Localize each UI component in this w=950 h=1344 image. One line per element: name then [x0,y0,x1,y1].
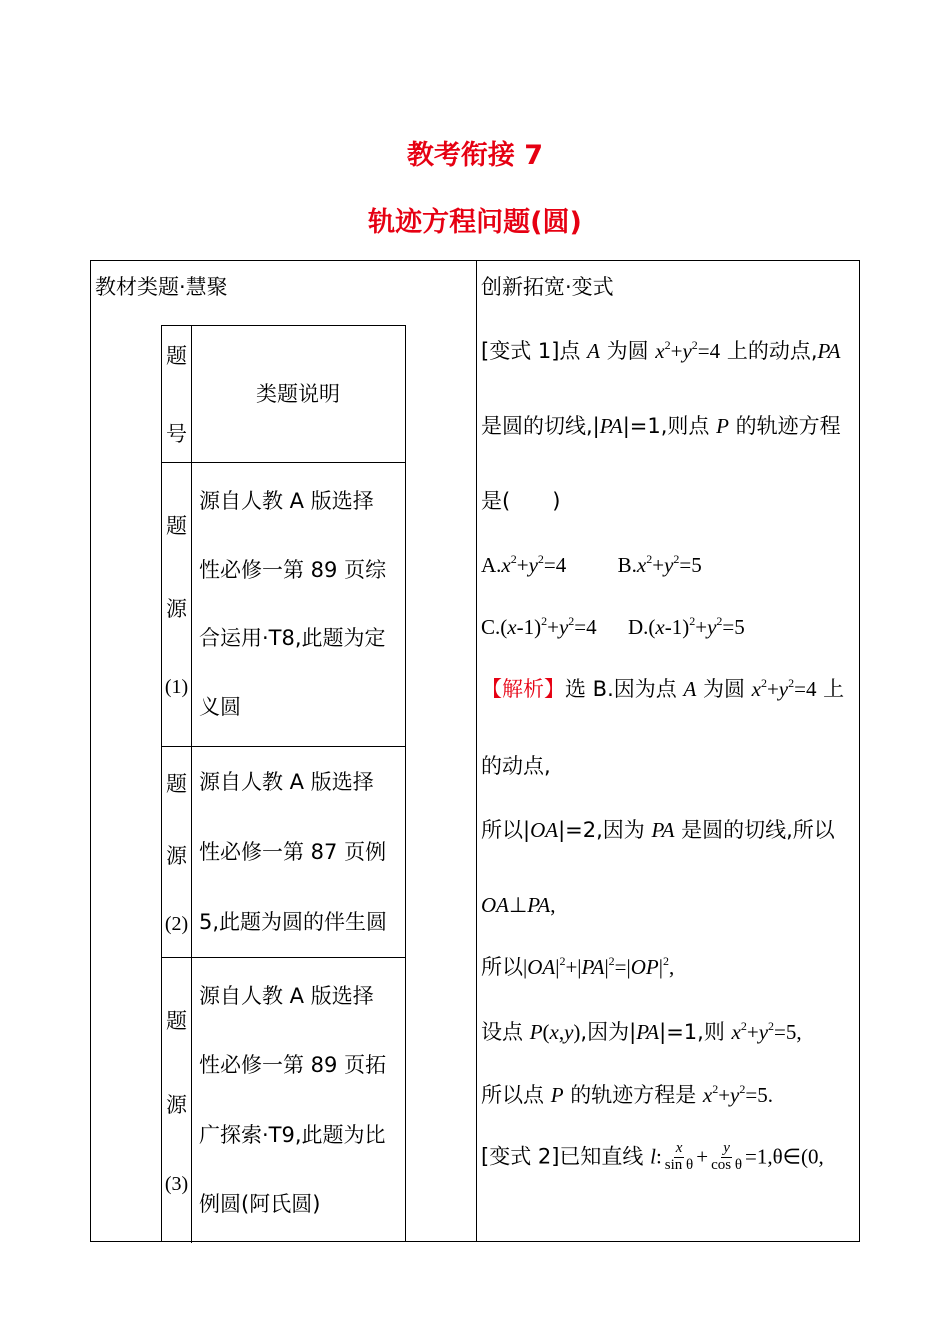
table-row [162,747,405,958]
col-header-desc: 类题说明 [256,382,340,406]
column-divider [476,261,477,1241]
row-description: 源自人教 A 版选择 性必修一第 89 页综 合运用·T8,此题为定 义圆 [199,488,387,720]
variant-1-line-2: 是圆的切线,|PA|=1,则点 P 的轨迹方程 [481,414,841,438]
analysis-line-3: 所以|OA|=2,因为 PA 是圆的切线,所以 [481,818,835,842]
row-number: 题 源 (3) [164,1009,189,1195]
page-subtitle: 轨迹方程问题(圆) [368,207,582,238]
options-ab: $A.x^2+y^2=4$ $B.x^2+y^2=5$ [481,552,702,577]
analysis-line-1: 【解析】选 B.因为点 A 为圆 $x^2+y^2=4$ 上 [481,676,845,701]
table-row [162,463,405,747]
page-title: 教考衔接 7 [406,140,544,171]
row-number: 题 源 (2) [164,772,189,935]
analysis-line-2: 的动点, [481,754,551,778]
variant-1-line-3: 是( ) [481,489,561,513]
row-number: 题 源 (1) [164,513,189,699]
row-description: 源自人教 A 版选择 性必修一第 87 页例 5,此题为圆的伴生圆 [199,769,388,934]
analysis-line-4: OA⊥PA, [481,893,556,917]
analysis-line-5: 所以$|OA|^2+|PA|^2=|OP|^2$, [481,954,675,979]
variant-2-line-1: [变式 2]已知直线 l: $\frac{x}{\text{sin θ}}$ + $\frac{y}{\text{cos θ}}$ =1,θ∈(0, [481,1140,824,1173]
table-header-row [162,326,405,463]
col-header-num: 题 号 [166,344,187,446]
right-heading: 创新拓宽·变式 [481,275,614,299]
main-table [90,260,860,1242]
analysis-label: 【解析】 [481,677,565,701]
analysis-line-7: 所以点 P 的轨迹方程是 $x^2+y^2=5$. [481,1082,773,1107]
analysis-line-6: 设点 P(x,y),因为|PA|=1,则 $x^2+y^2=5$, [481,1019,802,1044]
options-cd: $C.(x-1)^2+y^2=4$ $D.(x-1)^2+y^2=5$ [481,614,745,639]
category-table [161,325,406,1242]
row-description: 源自人教 A 版选择 性必修一第 89 页拓 广探索·T9,此题为比 例圆(阿氏圆) [199,984,387,1216]
table-row [162,958,405,1243]
left-heading: 教材类题·慧聚 [95,275,228,299]
variant-1-line-1: [变式 1]点 A 为圆 $x^2+y^2=4$ 上的动点,PA [481,338,841,363]
